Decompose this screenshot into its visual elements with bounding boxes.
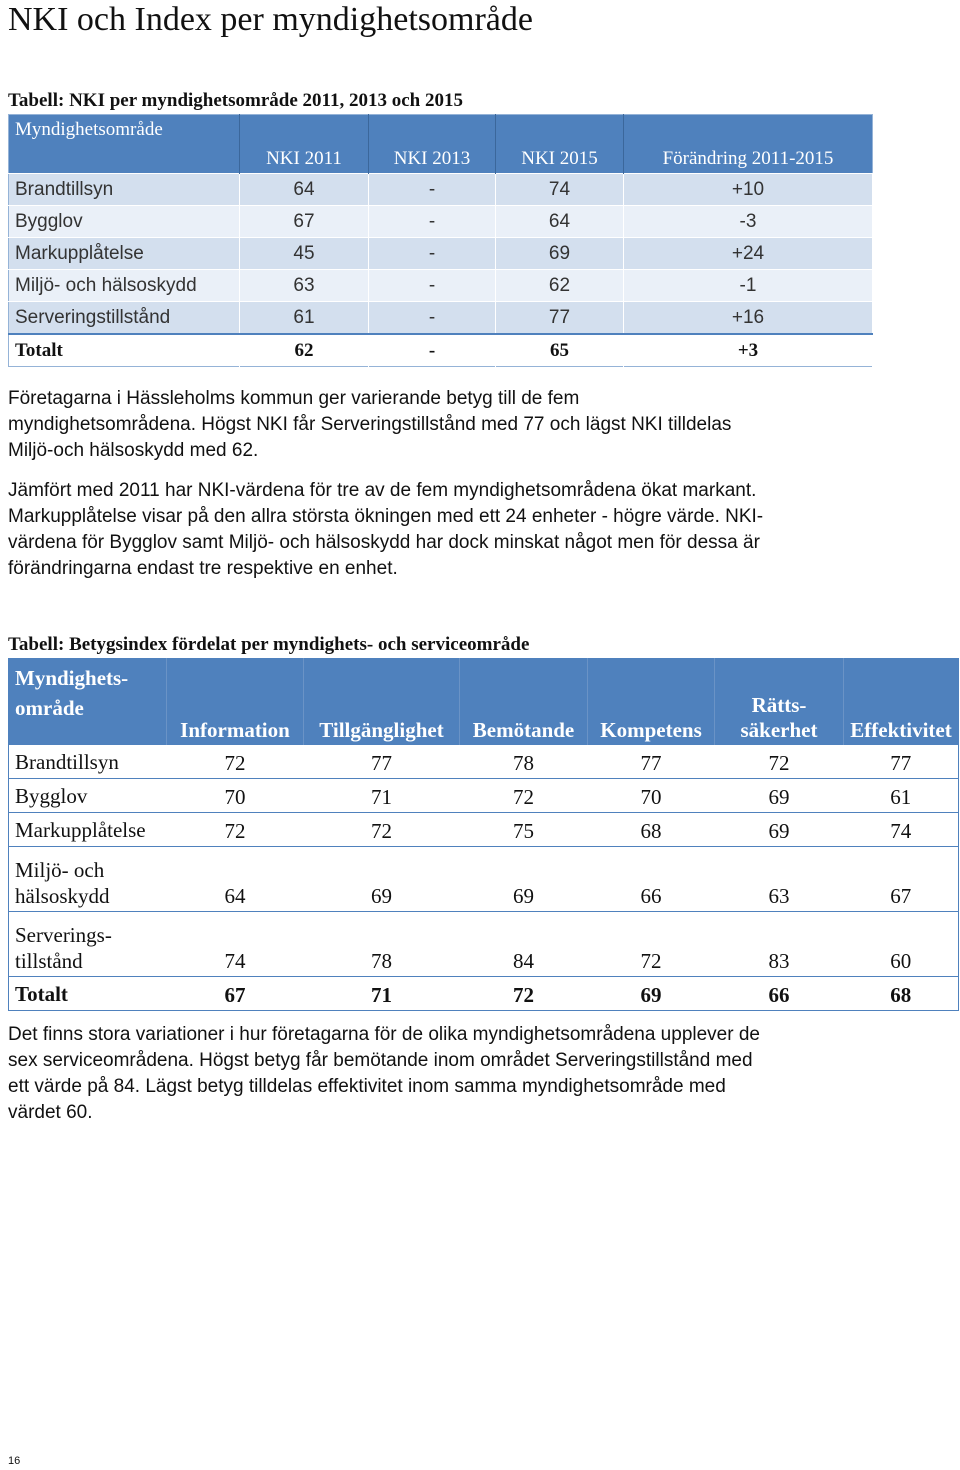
table-cell: 64 (167, 847, 304, 912)
table-header-row (9, 115, 873, 174)
table-cell: - (369, 206, 496, 238)
table-cell: 69 (588, 977, 715, 1011)
column-header: NKI 2013 (369, 115, 496, 174)
table-cell: 84 (460, 912, 588, 977)
table-cell: 77 (304, 745, 460, 779)
table-total-row (9, 977, 959, 1011)
table-cell: 69 (496, 238, 624, 270)
header-line: Myndighets- (15, 666, 129, 690)
nki-table (8, 114, 873, 367)
table-cell: - (369, 270, 496, 302)
table1-caption: Tabell: NKI per myndighetsområde 2011, 2013 och 2015 (8, 90, 463, 111)
table-cell: 72 (167, 745, 304, 779)
column-header (715, 659, 844, 746)
row-label: Serveringstillstånd (9, 302, 240, 335)
row-label-line: hälsoskydd (15, 884, 110, 908)
column-header: Bemötande (460, 659, 588, 746)
table-cell: 72 (460, 779, 588, 813)
table-row (9, 847, 959, 912)
table-cell: 72 (460, 977, 588, 1011)
row-label: Markupplåtelse (9, 238, 240, 270)
table-cell: 68 (844, 977, 959, 1011)
paragraph: Jämfört med 2011 har NKI-värdena för tre av de fem myndighetsområdena ökat markant. Markupplåtelse visar på den allra största ökningen med ett 24 enheter - högre värde. NKI-värdena för Bygglov samt Miljö- och hälsoskydd har dock minskat något men för dessa är förändringarna endast tre respektive en enhet. (8, 480, 764, 579)
table-cell: 78 (460, 745, 588, 779)
header-line: säkerhet (740, 718, 818, 742)
table-cell: 67 (167, 977, 304, 1011)
table-cell: 67 (844, 847, 959, 912)
column-header: Effektivitet (844, 659, 959, 746)
table-cell: 62 (496, 270, 624, 302)
table-row (9, 174, 873, 206)
table-cell: 72 (304, 813, 460, 847)
table-cell: 78 (304, 912, 460, 977)
column-header: Tillgänglighet (304, 659, 460, 746)
table-row (9, 813, 959, 847)
column-header: Myndighetsområde (9, 115, 240, 174)
row-label: Miljö- och hälsoskydd (9, 270, 240, 302)
index-table (8, 658, 959, 1011)
row-label: Brandtillsyn (9, 745, 167, 779)
table-cell: 63 (715, 847, 844, 912)
row-label: Bygglov (9, 206, 240, 238)
table-cell: 69 (715, 813, 844, 847)
table-cell: +24 (624, 238, 873, 270)
column-header: Kompetens (588, 659, 715, 746)
table-cell: 75 (460, 813, 588, 847)
table-cell: 69 (304, 847, 460, 912)
header-line: område (15, 696, 84, 720)
table-cell: 66 (715, 977, 844, 1011)
table-cell: - (369, 238, 496, 270)
table-cell: 71 (304, 977, 460, 1011)
table-cell: +3 (624, 334, 873, 367)
table-cell: 77 (496, 302, 624, 335)
row-label (9, 912, 167, 977)
table-cell: -3 (624, 206, 873, 238)
row-label: Totalt (9, 977, 167, 1011)
column-header (9, 659, 167, 746)
table-row (9, 206, 873, 238)
table-row (9, 238, 873, 270)
table-cell: 63 (240, 270, 369, 302)
table-cell: 65 (496, 334, 624, 367)
table-cell: 66 (588, 847, 715, 912)
column-header: Information (167, 659, 304, 746)
table-cell: 64 (240, 174, 369, 206)
table-cell: 74 (167, 912, 304, 977)
table-cell: 83 (715, 912, 844, 977)
table-cell: 68 (588, 813, 715, 847)
table-cell: - (369, 174, 496, 206)
column-header: NKI 2015 (496, 115, 624, 174)
table-cell: - (369, 334, 496, 367)
row-label-line: Serverings- (15, 923, 112, 947)
table-cell: +10 (624, 174, 873, 206)
table-row (9, 270, 873, 302)
table-cell: +16 (624, 302, 873, 335)
table-cell: 61 (240, 302, 369, 335)
row-label-line: tillstånd (15, 949, 83, 973)
table-cell: 72 (715, 745, 844, 779)
table-cell: 71 (304, 779, 460, 813)
row-label: Totalt (9, 334, 240, 367)
table-cell: 77 (844, 745, 959, 779)
paragraph: Företagarna i Hässleholms kommun ger varierande betyg till de fem myndighetsområdena. Högst NKI får Serveringstillstånd med 77 och lägst NKI tilldelas Miljö-och hälsoskydd med 62. (8, 388, 732, 461)
table2-caption: Tabell: Betygsindex fördelat per myndighets- och serviceområde (8, 634, 530, 655)
table-cell: 74 (496, 174, 624, 206)
page-number: 16 (8, 1455, 21, 1467)
row-label: Markupplåtelse (9, 813, 167, 847)
table-cell: 74 (844, 813, 959, 847)
table-row (9, 302, 873, 335)
row-label: Brandtillsyn (9, 174, 240, 206)
table-cell: 69 (460, 847, 588, 912)
paragraph: Det finns stora variationer i hur företagarna för de olika myndighetsområdena upplever de sex serviceområdena. Högst betyg får bemötande inom området Serveringstillstånd med ett värde på 84. Lägst betyg tilldelas effektivitet inom samma myndighetsområde med värdet 60. (8, 1024, 760, 1123)
table-cell: 61 (844, 779, 959, 813)
table-row (9, 912, 959, 977)
table-cell: 67 (240, 206, 369, 238)
table-cell: 70 (588, 779, 715, 813)
table-cell: - (369, 302, 496, 335)
table-cell: 70 (167, 779, 304, 813)
page-title: NKI och Index per myndighetsområde (8, 1, 533, 38)
table-row (9, 745, 959, 779)
column-header: NKI 2011 (240, 115, 369, 174)
table-total-row (9, 334, 873, 367)
row-label: Bygglov (9, 779, 167, 813)
table-cell: 72 (588, 912, 715, 977)
table-cell: 77 (588, 745, 715, 779)
header-line: Rätts- (751, 693, 807, 717)
table-cell: 62 (240, 334, 369, 367)
table-cell: -1 (624, 270, 873, 302)
row-label-line: Miljö- och (15, 858, 105, 882)
column-header: Förändring 2011-2015 (624, 115, 873, 174)
table-row (9, 779, 959, 813)
table-cell: 69 (715, 779, 844, 813)
table-header-row (9, 659, 959, 746)
table-cell: 64 (496, 206, 624, 238)
table-cell: 45 (240, 238, 369, 270)
table-cell: 60 (844, 912, 959, 977)
table-cell: 72 (167, 813, 304, 847)
row-label (9, 847, 167, 912)
